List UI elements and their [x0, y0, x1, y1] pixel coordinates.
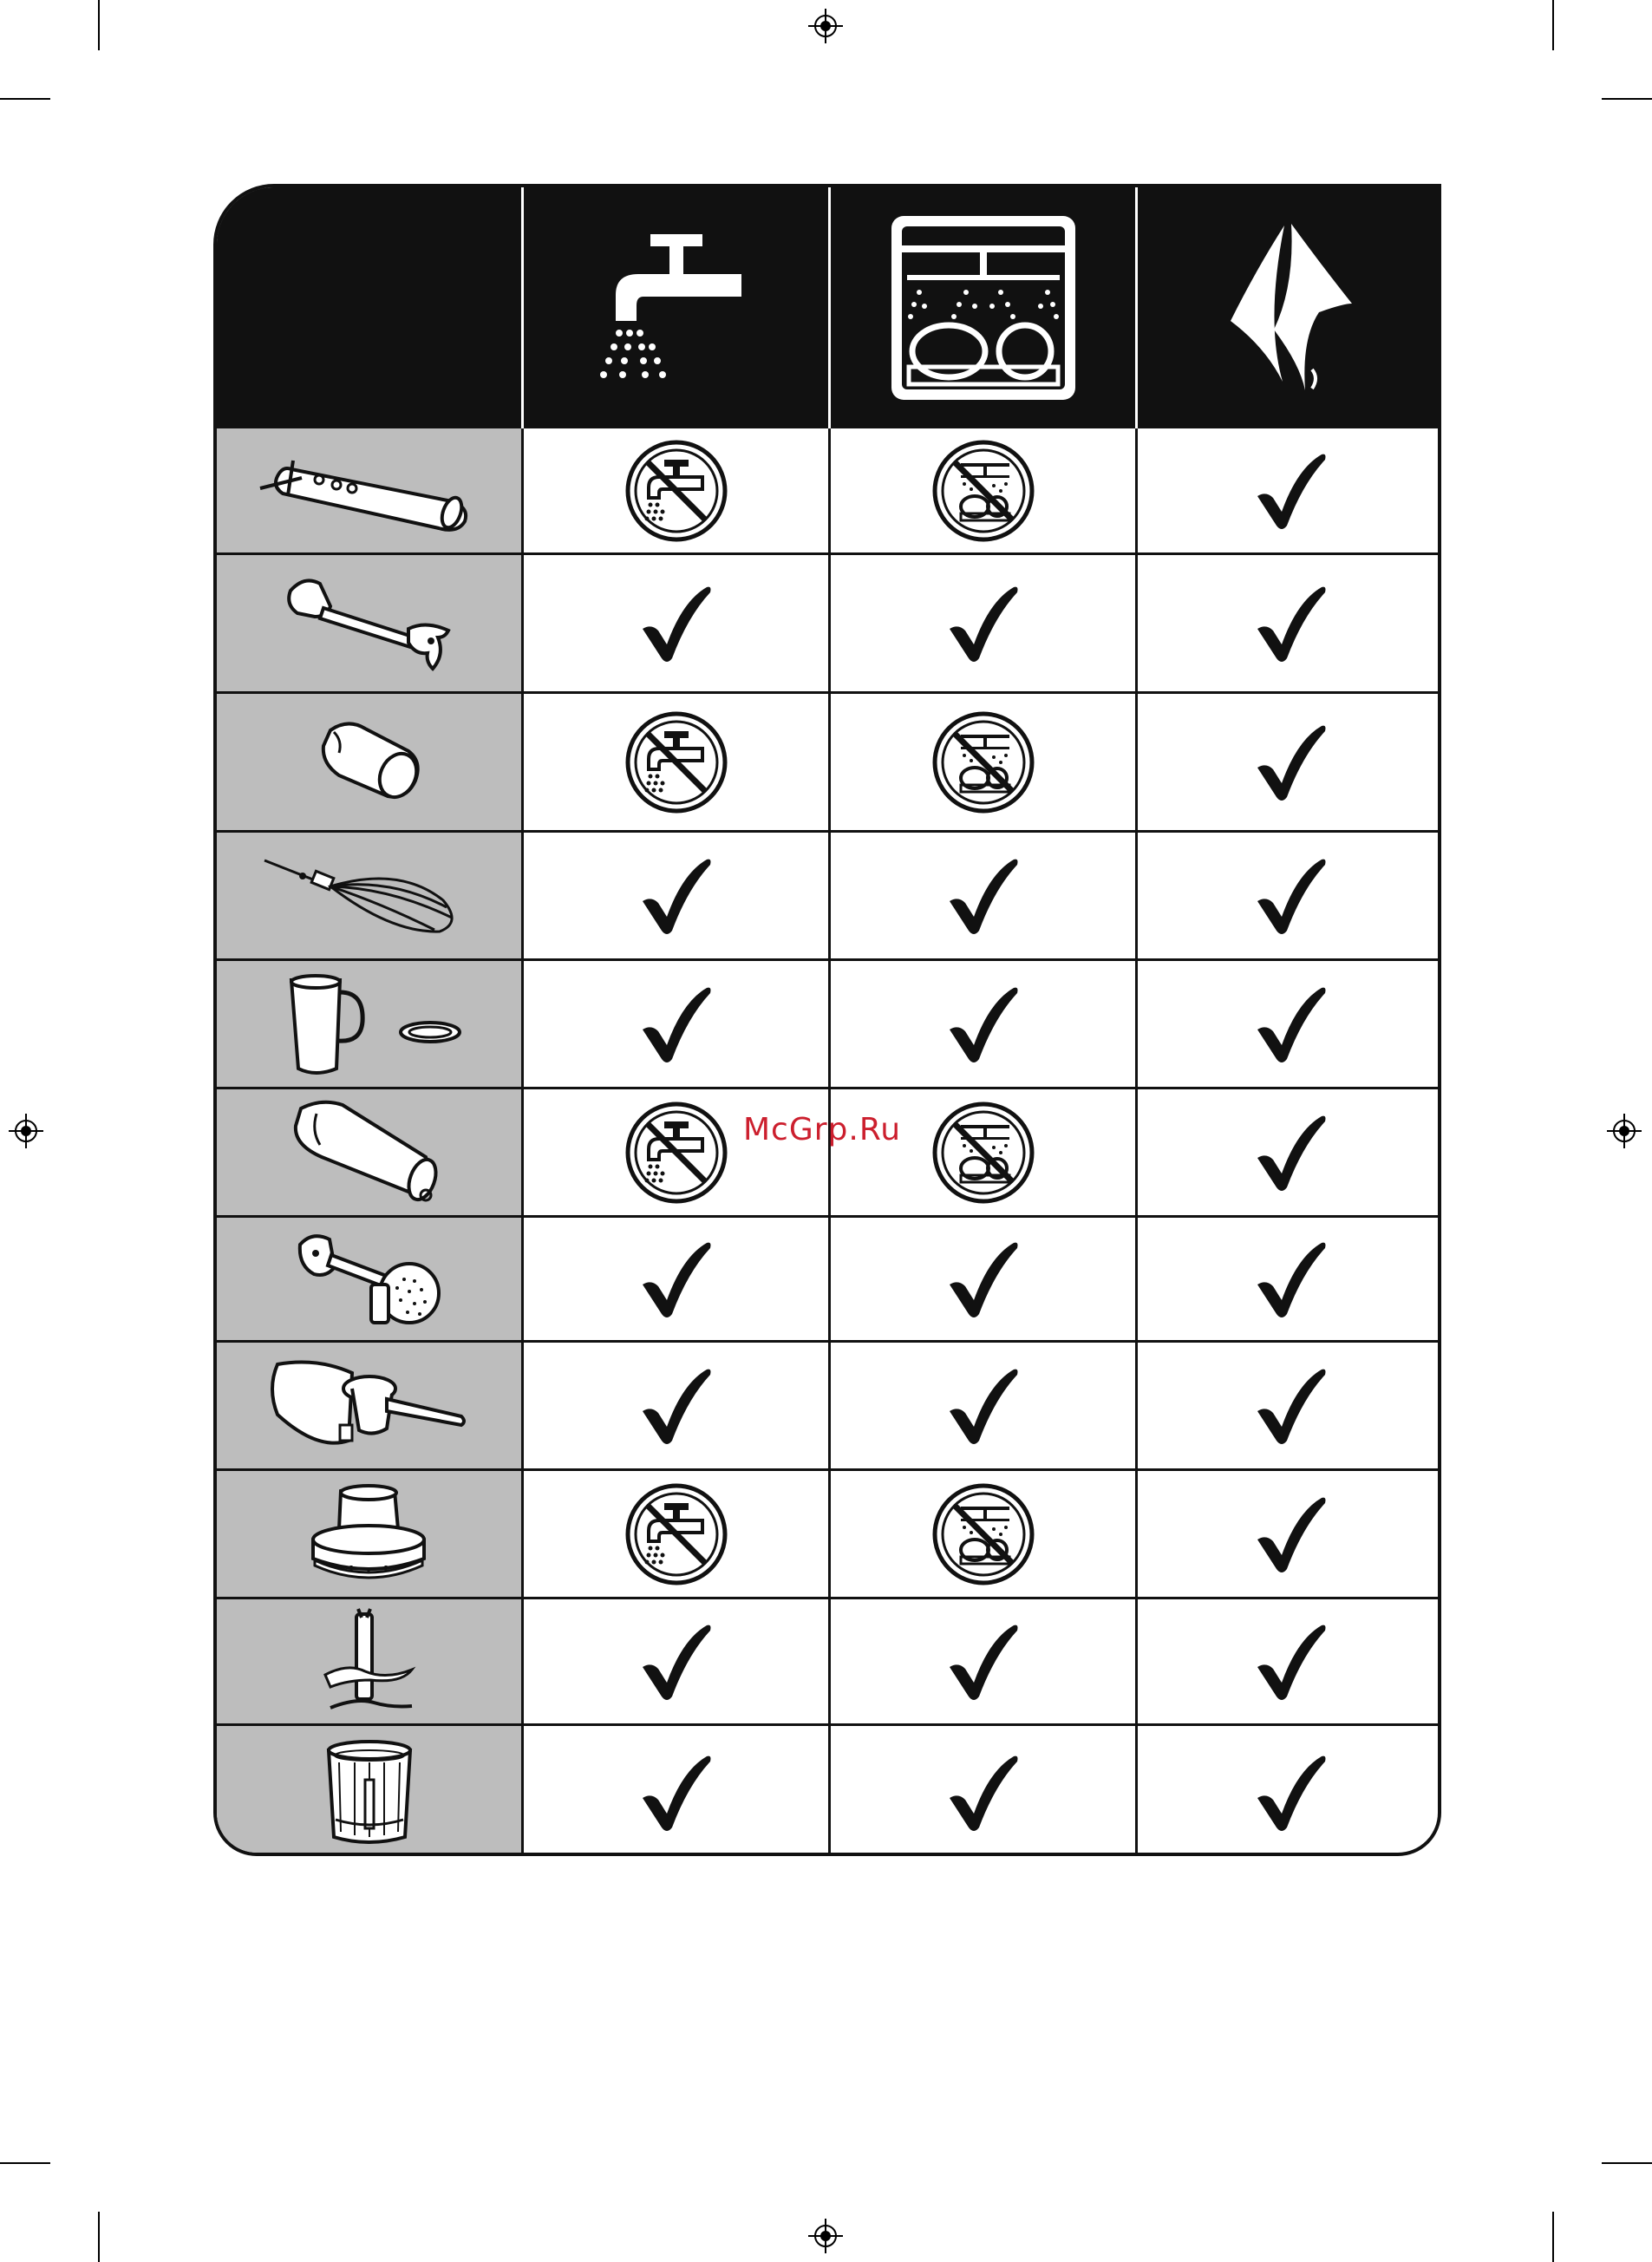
gearbox-coupler-icon	[313, 715, 426, 810]
check-icon	[944, 1364, 1022, 1448]
tap-cell	[524, 1218, 831, 1340]
tap-cell	[524, 555, 831, 691]
check-icon	[1252, 449, 1330, 533]
no-dishwasher-icon	[930, 709, 1037, 816]
check-icon	[944, 983, 1022, 1066]
watermark-text: McGrp.Ru	[743, 1112, 902, 1147]
chopper-bowl-icon	[322, 1736, 417, 1849]
table-row	[217, 1218, 1438, 1343]
part-cell	[217, 1471, 524, 1597]
dishwasher-cell	[831, 833, 1138, 958]
header-tap-cell	[524, 187, 831, 428]
dishwasher-icon	[888, 212, 1079, 403]
table-header	[217, 187, 1438, 428]
part-cell	[217, 1089, 524, 1215]
check-icon	[1252, 721, 1330, 804]
part-cell	[217, 1218, 524, 1340]
tap-cell	[524, 1343, 831, 1468]
wipe-cell	[1138, 555, 1441, 691]
check-icon	[944, 854, 1022, 938]
header-dishwasher-cell	[831, 187, 1138, 428]
cloth-wipe-icon	[1222, 217, 1361, 399]
no-tap-wash-icon	[623, 1481, 730, 1588]
crop-mark	[1602, 2162, 1652, 2164]
table-row	[217, 961, 1438, 1089]
chopper-motor-unit-icon	[287, 1096, 452, 1209]
dishwasher-cell	[831, 1343, 1138, 1468]
part-cell	[217, 833, 524, 958]
wipe-cell	[1138, 428, 1441, 552]
part-cell	[217, 694, 524, 830]
table-row	[217, 833, 1438, 961]
table-row	[217, 1726, 1438, 1856]
check-icon	[1252, 1620, 1330, 1703]
tap-cell	[524, 961, 831, 1087]
check-icon	[637, 854, 715, 938]
wipe-cell	[1138, 961, 1441, 1087]
check-icon	[944, 582, 1022, 665]
dishwasher-cell	[831, 694, 1138, 830]
chopper-blade-icon	[322, 1605, 417, 1718]
dishwasher-cell	[831, 428, 1138, 552]
dishwasher-cell	[831, 1599, 1138, 1723]
crop-mark	[1552, 2212, 1554, 2262]
dishwasher-cell	[831, 961, 1138, 1087]
dishwasher-cell	[831, 1726, 1138, 1856]
dishwasher-cell	[831, 555, 1138, 691]
check-icon	[637, 1751, 715, 1834]
registration-mark-icon	[808, 2219, 843, 2253]
crop-mark	[0, 2162, 50, 2164]
check-icon	[1252, 582, 1330, 665]
no-tap-wash-icon	[623, 709, 730, 816]
tap-cell	[524, 428, 831, 552]
tap-cell	[524, 1089, 831, 1215]
part-cell	[217, 555, 524, 691]
wipe-cell	[1138, 1089, 1441, 1215]
part-cell	[217, 1726, 524, 1856]
dishwasher-cell	[831, 1471, 1138, 1597]
check-icon	[637, 1364, 715, 1448]
crop-mark	[1552, 0, 1554, 50]
check-icon	[1252, 1364, 1330, 1448]
chopper-lid-gearbox-icon	[304, 1482, 434, 1586]
header-wipe-cell	[1138, 187, 1441, 428]
masher-attachment-icon	[291, 1227, 447, 1331]
part-cell	[217, 961, 524, 1087]
no-dishwasher-icon	[930, 1099, 1037, 1206]
tap-cell	[524, 833, 831, 958]
table-row	[217, 694, 1438, 833]
no-dishwasher-icon	[930, 1481, 1037, 1588]
table-row	[217, 1343, 1438, 1471]
measuring-beaker-lid-icon	[274, 968, 465, 1081]
wipe-cell	[1138, 1218, 1441, 1340]
registration-mark-icon	[1607, 1114, 1642, 1148]
table-row	[217, 555, 1438, 694]
check-icon	[637, 582, 715, 665]
check-icon	[637, 1620, 715, 1703]
motor-body-icon	[257, 443, 482, 539]
cleaning-table	[213, 184, 1441, 1856]
check-icon	[637, 983, 715, 1066]
table-row	[217, 428, 1438, 555]
part-cell	[217, 428, 524, 552]
check-icon	[1252, 1751, 1330, 1834]
slicer-attachment-icon	[265, 1354, 473, 1458]
check-icon	[637, 1238, 715, 1321]
crop-mark	[98, 2212, 100, 2262]
dishwasher-cell	[831, 1089, 1138, 1215]
no-tap-wash-icon	[623, 437, 730, 545]
crop-mark	[0, 98, 50, 100]
table-row	[217, 1599, 1438, 1726]
crop-mark	[98, 0, 100, 50]
wipe-cell	[1138, 833, 1441, 958]
wipe-cell	[1138, 1343, 1441, 1468]
header-part-cell	[217, 187, 524, 428]
wipe-cell	[1138, 1726, 1441, 1856]
wipe-cell	[1138, 1599, 1441, 1723]
check-icon	[1252, 1493, 1330, 1576]
wipe-cell	[1138, 694, 1441, 830]
wipe-cell	[1138, 1471, 1441, 1597]
whisk-icon	[261, 848, 478, 944]
crop-mark	[1602, 98, 1652, 100]
tap-cell	[524, 1726, 831, 1856]
part-cell	[217, 1599, 524, 1723]
tap-cell	[524, 1599, 831, 1723]
tap-cell	[524, 1471, 831, 1597]
check-icon	[944, 1238, 1022, 1321]
registration-mark-icon	[9, 1114, 43, 1148]
check-icon	[1252, 983, 1330, 1066]
check-icon	[944, 1620, 1022, 1703]
check-icon	[944, 1751, 1022, 1834]
dishwasher-cell	[831, 1218, 1138, 1340]
blender-shaft-icon	[278, 572, 460, 676]
no-dishwasher-icon	[930, 437, 1037, 545]
tap-cell	[524, 694, 831, 830]
check-icon	[1252, 854, 1330, 938]
no-tap-wash-icon	[623, 1099, 730, 1206]
check-icon	[1252, 1111, 1330, 1194]
registration-mark-icon	[808, 9, 843, 43]
table-row	[217, 1471, 1438, 1599]
part-cell	[217, 1343, 524, 1468]
tap-wash-icon	[590, 226, 763, 390]
table-row	[217, 1089, 1438, 1218]
check-icon	[1252, 1238, 1330, 1321]
